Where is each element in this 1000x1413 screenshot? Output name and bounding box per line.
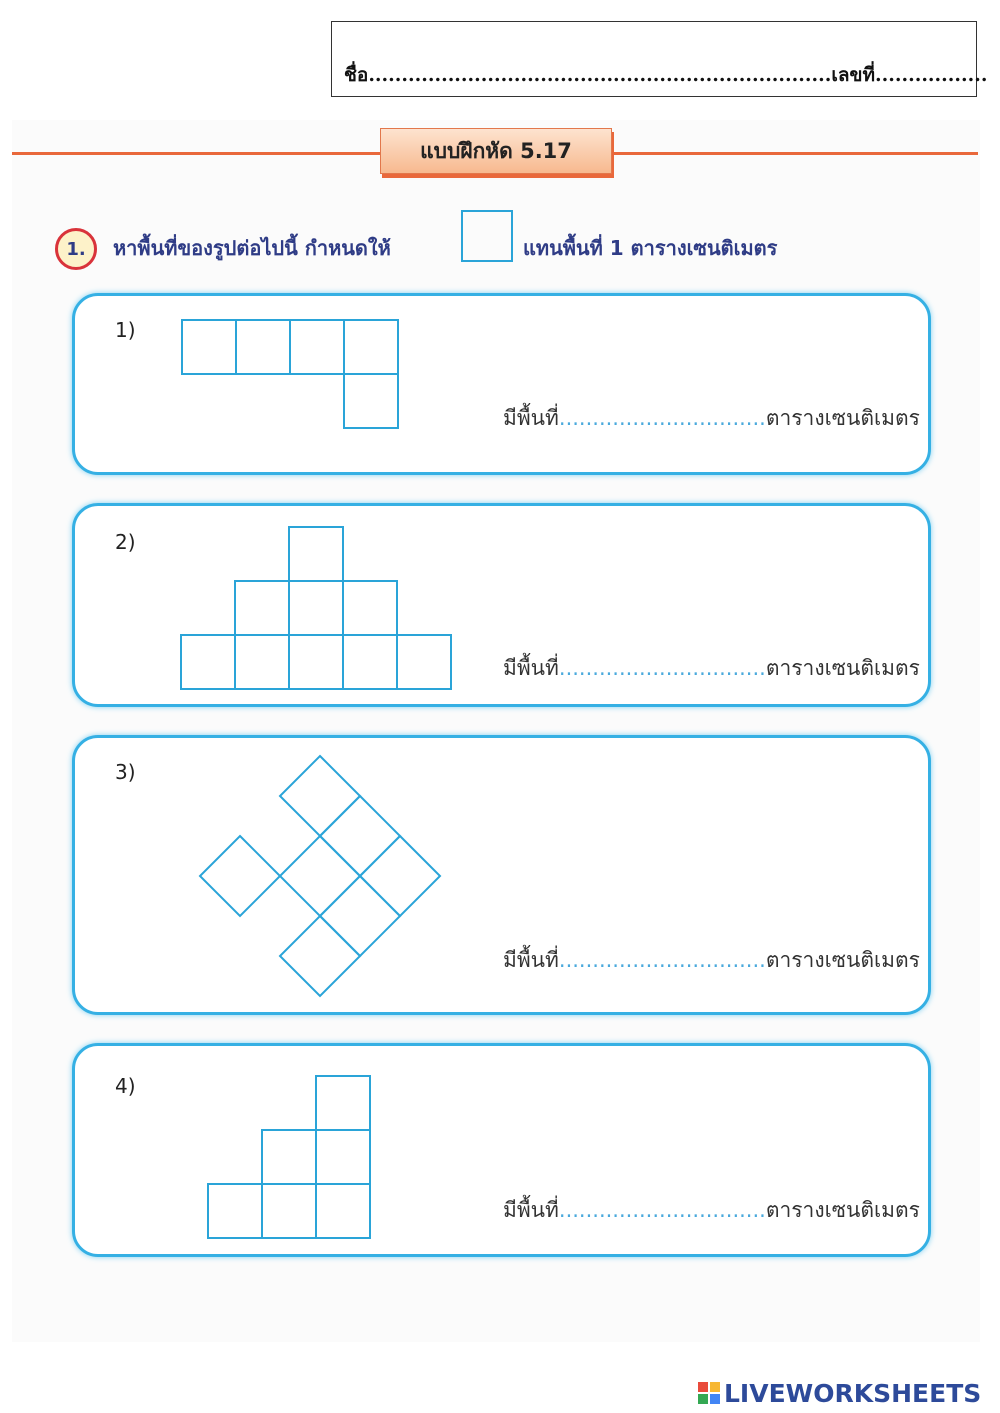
- unit-cell: [343, 581, 397, 635]
- unit-square-icon: [461, 210, 513, 262]
- shape-3: [197, 755, 442, 1000]
- answer-line: [503, 652, 920, 685]
- answer-line: [503, 402, 920, 435]
- answer-prefix: มีพื้นที่: [503, 1198, 559, 1222]
- unit-cell: [235, 581, 289, 635]
- answer-line: [503, 944, 920, 977]
- unit-cell: [280, 756, 360, 836]
- answer-prefix: มีพื้นที่: [503, 656, 559, 680]
- name-box: [331, 21, 988, 97]
- unit-cell: [320, 876, 400, 956]
- unit-cell: [290, 320, 344, 374]
- unit-cell: [262, 1130, 316, 1184]
- item-number: 3): [115, 760, 136, 784]
- shape-1: [181, 319, 401, 429]
- unit-cell: [320, 796, 400, 876]
- exercise-title: แบบฝึกหัด 5.17: [380, 128, 612, 174]
- unit-cell: [235, 635, 289, 689]
- unit-cell: [344, 320, 398, 374]
- answer-blank[interactable]: ...............................: [558, 1198, 766, 1222]
- unit-cell: [236, 320, 290, 374]
- item-number: 4): [115, 1074, 136, 1098]
- item-number: 2): [115, 530, 136, 554]
- exercise-card-4: [72, 1043, 931, 1257]
- exercise-card-1: [72, 293, 931, 475]
- exercise-card-3: [72, 735, 931, 1015]
- question-text-after: แทนพื้นที่ 1 ตารางเซนติเมตร: [523, 236, 778, 260]
- name-label: ชื่อ: [344, 64, 369, 86]
- unit-cell: [181, 635, 235, 689]
- unit-cell: [280, 916, 360, 996]
- unit-cell: [316, 1130, 370, 1184]
- question-row: [55, 208, 955, 268]
- answer-prefix: มีพื้นที่: [503, 948, 559, 972]
- unit-cell: [289, 581, 343, 635]
- unit-cell: [289, 635, 343, 689]
- unit-cell: [262, 1184, 316, 1238]
- unit-cell: [182, 320, 236, 374]
- answer-unit: ตารางเซนติเมตร: [765, 656, 920, 680]
- unit-cell: [397, 635, 451, 689]
- question-text-before: หาพื้นที่ของรูปต่อไปนี้ กำหนดให้: [113, 236, 391, 260]
- brand-text: LIVEWORKSHEETS: [724, 1378, 982, 1408]
- answer-blank[interactable]: ...............................: [558, 656, 766, 680]
- unit-cell: [208, 1184, 262, 1238]
- unit-cell: [343, 635, 397, 689]
- answer-unit: ตารางเซนติเมตร: [765, 1198, 920, 1222]
- answer-blank[interactable]: ...............................: [558, 948, 766, 972]
- answer-line: [503, 1194, 920, 1227]
- question-number-badge: 1.: [55, 228, 97, 270]
- name-blank[interactable]: ......................................................................: [368, 64, 832, 86]
- liveworksheets-brand: [698, 1376, 993, 1410]
- unit-cell: [280, 836, 360, 916]
- answer-unit: ตารางเซนติเมตร: [765, 948, 920, 972]
- number-blank[interactable]: .................: [875, 64, 988, 86]
- unit-cell: [360, 836, 440, 916]
- unit-cell: [316, 1076, 370, 1130]
- exercise-card-2: [72, 503, 931, 707]
- shape-2: [180, 526, 454, 692]
- answer-unit: ตารางเซนติเมตร: [765, 406, 920, 430]
- unit-cell: [316, 1184, 370, 1238]
- liveworksheets-logo-icon: [698, 1382, 720, 1404]
- name-line: [344, 60, 987, 90]
- unit-cell: [200, 836, 280, 916]
- answer-blank[interactable]: ...............................: [558, 406, 766, 430]
- answer-prefix: มีพื้นที่: [503, 406, 559, 430]
- item-number: 1): [115, 318, 136, 342]
- unit-cell: [344, 374, 398, 428]
- shape-4: [207, 1075, 373, 1241]
- unit-cell: [289, 527, 343, 581]
- number-label: เลขที่: [831, 64, 876, 86]
